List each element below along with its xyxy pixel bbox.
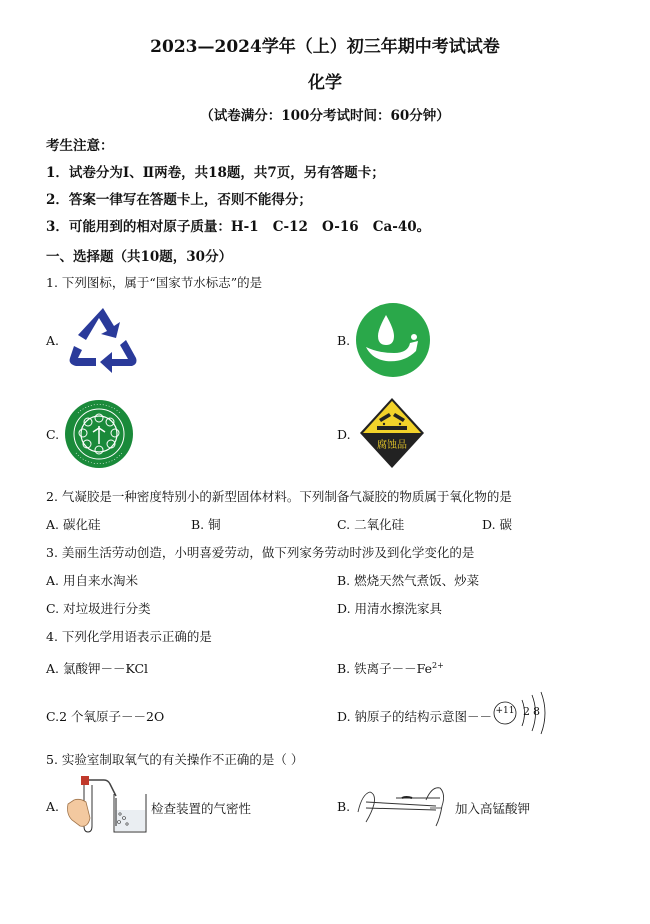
atom-nucleus: +11 xyxy=(495,706,515,716)
q2-option-b: B. 铜 xyxy=(191,517,221,532)
exam-meta: （试卷满分：100分考试时间：60分钟） xyxy=(200,108,450,124)
sodium-atom-diagram xyxy=(492,690,552,736)
q1-option-c: C. xyxy=(46,427,60,442)
q4-option-b-text: B. 铁离子－－Fe xyxy=(337,661,433,676)
question-5-stem: 5. 实验室制取氧气的有关操作不正确的是（ ） xyxy=(46,752,304,767)
environmental-label-icon xyxy=(64,399,134,469)
q2-option-a: A. 碳化硅 xyxy=(46,517,101,532)
notice-heading: 考生注意： xyxy=(46,138,114,154)
atom-shell-2: 8 xyxy=(533,705,540,718)
section-heading: 一、选择题（共10题，30分） xyxy=(46,249,233,265)
exam-subject: 化学 xyxy=(308,73,342,93)
question-1-stem: 1. 下列图标，属于“国家节水标志”的是 xyxy=(46,275,263,290)
q5-caption-b: 加入高锰酸钾 xyxy=(455,801,531,816)
corrosive-icon xyxy=(359,397,425,469)
adding-permanganate-illustration xyxy=(356,778,448,830)
recycle-icon xyxy=(64,302,142,376)
q4-option-a: A. 氯酸钾－－KCl xyxy=(46,661,149,676)
water-saving-icon xyxy=(356,303,430,377)
corrosive-label: 腐蚀品 xyxy=(377,440,407,451)
q1-option-a: A. xyxy=(46,333,60,348)
q1-option-d: D. xyxy=(337,427,351,442)
atom-shell-1: 2 xyxy=(523,705,530,718)
question-2-stem: 2. 气凝胶是一种密度特别小的新型固体材料。下列制备气凝胶的物质属于氧化物的是 xyxy=(46,489,512,504)
q2-option-d: D. 碳 xyxy=(482,517,513,532)
notice-item-2: 2．答案一律写在答题卡上，否则不能得分； xyxy=(46,192,312,208)
q3-option-a: A. 用自来水淘米 xyxy=(46,573,138,588)
notice-item-3: 3．可能用到的相对原子质量：H-1 C-12 O-16 Ca-40。 xyxy=(46,219,431,235)
q3-option-d: D. 用清水擦洗家具 xyxy=(337,601,443,616)
fe-charge: 2+ xyxy=(432,660,444,670)
notice-item-1: 1．试卷分为Ⅰ、Ⅱ两卷，共18题，共7页，另有答题卡； xyxy=(46,165,385,181)
q2-option-c: C. 二氧化硅 xyxy=(337,517,405,532)
q5-option-a: A. xyxy=(46,799,60,814)
q3-option-b: B. 燃烧天然气煮饭、炒菜 xyxy=(337,573,480,588)
q1-option-b: B. xyxy=(337,333,351,348)
q4-option-d: D. 钠原子的结构示意图－－ xyxy=(337,709,493,724)
question-3-stem: 3. 美丽生活劳动创造，小明喜爱劳动，做下列家务劳动时涉及到化学变化的是 xyxy=(46,545,475,560)
q4-option-b xyxy=(337,659,444,677)
q5-caption-a: 检查装置的气密性 xyxy=(151,801,252,816)
q3-option-c: C. 对垃圾进行分类 xyxy=(46,601,151,616)
q4-option-c: C.2 个氧原子－－2O xyxy=(46,709,165,724)
question-4-stem: 4. 下列化学用语表示正确的是 xyxy=(46,629,212,644)
q5-option-b: B. xyxy=(337,799,351,814)
exam-title: 2023—2024学年（上）初三年期中考试试卷 xyxy=(150,37,500,57)
airtightness-test-illustration xyxy=(64,770,150,838)
